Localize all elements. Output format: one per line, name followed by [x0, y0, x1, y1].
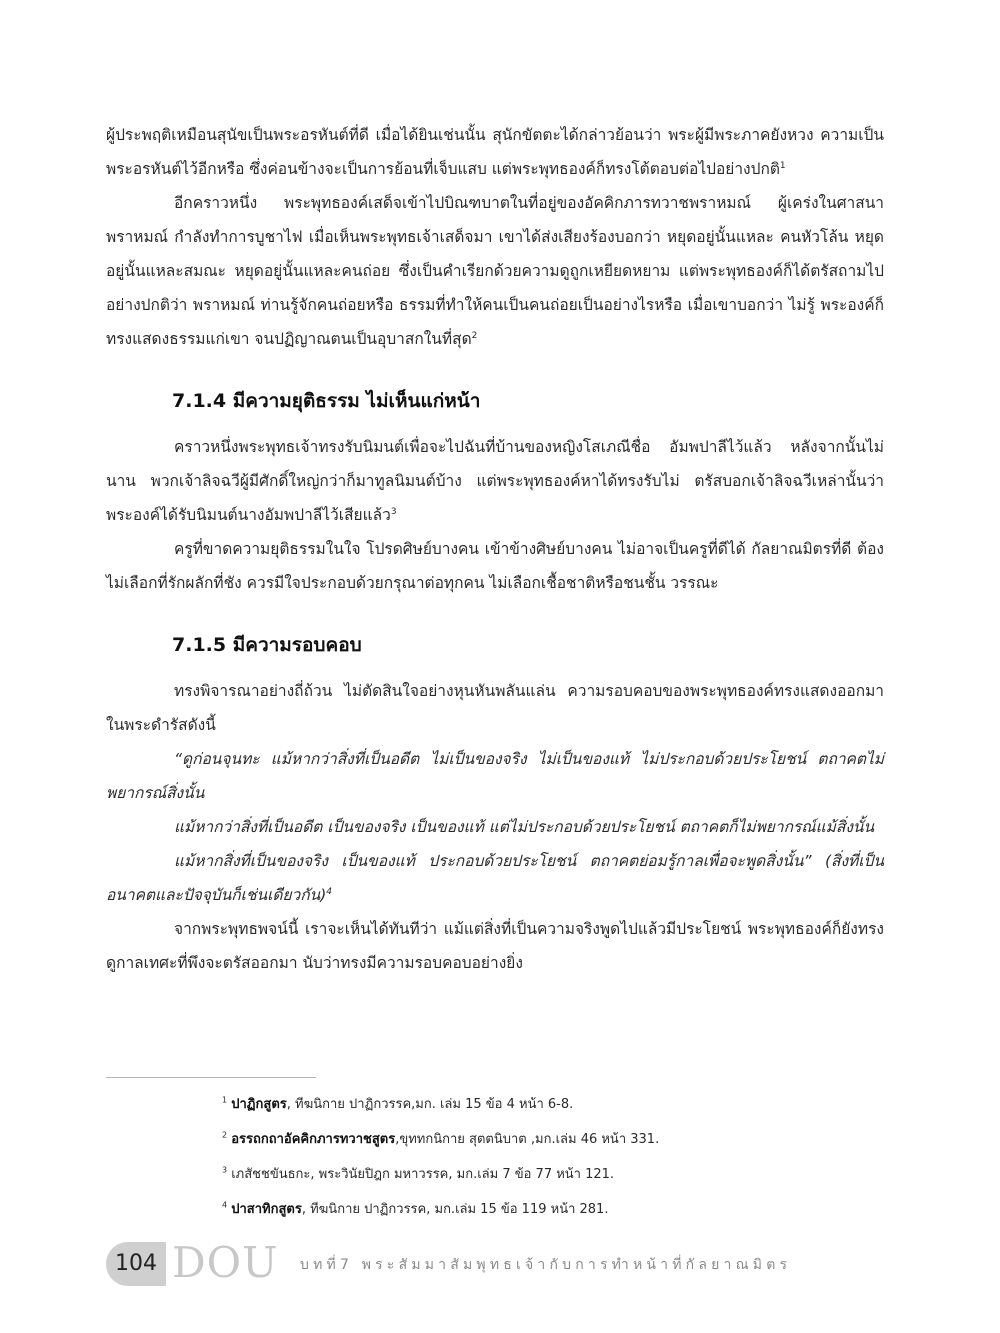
quote-line-2: แม้หากว่าสิ่งที่เป็นอดีต เป็นของจริง เป็นของแท้ แต่ไม่ประกอบด้วยประโยชน์ ตถาคตก็ไม่พยากรณ์แม้สิ่งนั้น — [174, 818, 875, 836]
footnote-divider — [106, 1077, 316, 1078]
page-body — [106, 118, 884, 980]
paragraph-3: คราวหนึ่งพระพุทธเจ้าทรงรับนิมนต์เพื่อจะไปฉันที่บ้านของหญิงโสเภณีชื่อ อัมพปาลีไว้แล้ว หลังจากนั้นไม่นาน พวกเจ้าลิจฉวีผู้มีศักดิ์ใหญ่กว่าก็มาทูลนิมนต์บ้าง แต่พระพุทธองค์หาได้ทรงรับไม่ ตรัสบอกเจ้าลิจฉวีเหล่านั้นว่า พระองค์ได้รับนิมนต์นางอัมพปาลีไว้เสียแล้ว$^3$ — [106, 438, 884, 524]
paragraph-1: ผู้ประพฤติเหมือนสุนัขเป็นพระอรหันต์ที่ดี เมื่อได้ยินเช่นนั้น สุนักขัตตะได้กล่าวย้อนว่า พระผู้มีพระภาคยังหวง ความเป็นพระอรหันต์ไว้อีกหรือ ซึ่งค่อนข้างจะเป็นการย้อนที่เจ็บแสบ แต่พระพุทธองค์ก็ทรงโต้ตอบต่อไปอย่างปกติ$^1$ — [106, 126, 884, 178]
quote-line-3: แม้หากสิ่งที่เป็นของจริง เป็นของแท้ ประกอบด้วยประโยชน์ ตถาคตย่อมรู้กาลเพื่อจะพูดสิ่งนั้น” (สิ่งที่เป็นอนาคตและปัจจุบันก็เช่นเดียวกัน)$^4$ — [106, 852, 884, 904]
section-heading-7-1-5: 7.1.5 มีความรอบคอบ — [172, 634, 362, 656]
footnote-ref-3[interactable]: 3 — [390, 506, 397, 517]
footnote-ref-2[interactable]: 2 — [471, 330, 478, 341]
page-number: 104 — [106, 1242, 166, 1286]
footnote-4: $^4$ ปาสาทิกสูตร, ทีฆนิกาย ปาฏิกวรรค, มก.เล่ม 15 ข้อ 119 หน้า 281. — [222, 1200, 609, 1217]
quote-line-1: “ดูก่อนจุนทะ แม้หากว่าสิ่งที่เป็นอดีต ไม่เป็นของจริง ไม่เป็นของแท้ ไม่ประกอบด้วยประโยชน์ ตถาคตไม่พยากรณ์สิ่งนั้น — [106, 750, 884, 802]
footnote-ref-4[interactable]: 4 — [326, 886, 333, 897]
section-heading-7-1-4: 7.1.4 มีความยุติธรรม ไม่เห็นแก่หน้า — [172, 390, 481, 412]
paragraph-5: ทรงพิจารณาอย่างถี่ถ้วน ไม่ตัดสินใจอย่างหุนหันพลันแล่น ความรอบคอบของพระพุทธองค์ทรงแสดงออกมาในพระดำรัสดังนี้ — [106, 682, 884, 734]
footnote-2: $^2$ อรรถกถาอัคคิกภารทวาชสูตร,ขุททกนิกาย สุตตนิบาต ,มก.เล่ม 46 หน้า 331. — [222, 1130, 660, 1147]
paragraph-6: จากพระพุทธพจน์นี้ เราจะเห็นได้ทันทีว่า แม้แต่สิ่งที่เป็นความจริงพูดไปแล้วมีประโยชน์ พระพุทธองค์ก็ยังทรงดูกาลเทศะที่พึงจะตรัสออกมา นับว่าทรงมีความรอบคอบอย่างยิ่ง — [106, 920, 884, 972]
paragraph-4: ครูที่ขาดความยุติธรรมในใจ โปรดศิษย์บางคน เข้าข้างศิษย์บางคน ไม่อาจเป็นครูที่ดีได้ กัลยาณมิตรที่ดี ต้องไม่เลือกที่รักผลักที่ชัง ควรมีใจประกอบด้วยกรุณาต่อทุกคน ไม่เลือกเชื้อชาติหรือชนชั้น วรรณะ — [106, 540, 884, 592]
footnote-1: $^1$ ปาฏิกสูตร, ทีฆนิกาย ปาฏิกวรรค,มก. เล่ม 15 ข้อ 4 หน้า 6-8. — [222, 1095, 574, 1112]
footnotes — [222, 1087, 882, 1227]
dou-logo: DOU — [172, 1238, 279, 1287]
running-title: บทที่7 พระสัมมาสัมพุทธเจ้ากับการทำหน้าที่กัลยาณมิตร — [300, 1257, 792, 1273]
footnote-ref-1[interactable]: 1 — [779, 160, 786, 171]
paragraph-2: อีกคราวหนึ่ง พระพุทธองค์เสด็จเข้าไปบิณฑบาตในที่อยู่ของอัคคิกภารทวาชพราหมณ์ ผู้เคร่งในศาสนาพราหมณ์ กำลังทำการบูชาไฟ เมื่อเห็นพระพุทธเจ้าเสด็จมา เขาได้ส่งเสียงร้องบอกว่า หยุดอยู่นั้นแหละ คนหัวโล้น หยุดอยู่นั้นแหละสมณะ หยุดอยู่นั้นแหละคนถ่อย ซึ่งเป็นคำเรียกด้วยความดูถูกเหยียดหยาม แต่พระพุทธองค์ก็ได้ตรัสถามไปอย่างปกติว่า พราหมณ์ ท่านรู้จักคนถ่อยหรือ ธรรมที่ทำให้คนเป็นคนถ่อยเป็นอย่างไรหรือ เมื่อเขาบอกว่า ไม่รู้ พระองค์ก็ทรงแสดงธรรมแก่เขา จนปฏิญาณตนเป็นอุบาสกในที่สุด$^2$ — [106, 194, 884, 348]
footnote-3: $^3$ เภสัชชขันธกะ, พระวินัยปิฎก มหาวรรค, มก.เล่ม 7 ข้อ 77 หน้า 121. — [222, 1165, 615, 1182]
